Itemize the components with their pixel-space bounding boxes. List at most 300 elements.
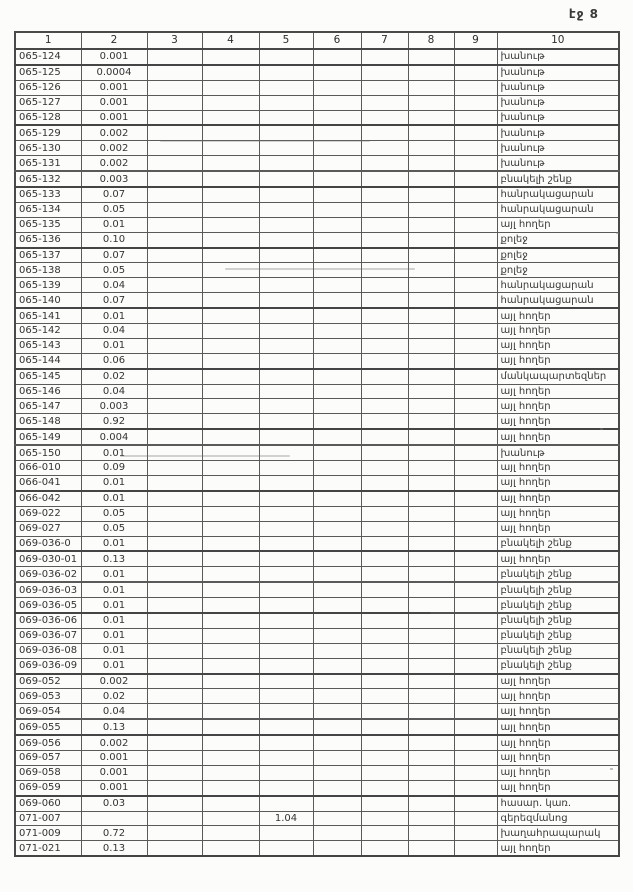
empty-cell <box>313 719 361 735</box>
area-value-cell: 0.002 <box>81 125 147 140</box>
column-header: 2 <box>81 32 147 49</box>
col5-value-cell <box>259 445 313 460</box>
empty-cell <box>408 293 454 308</box>
empty-cell <box>147 735 202 750</box>
empty-cell <box>147 338 202 353</box>
parcel-code-cell: 071-009 <box>15 826 81 841</box>
empty-cell <box>202 735 259 750</box>
empty-cell <box>147 156 202 171</box>
parcel-code-cell: 065-139 <box>15 278 81 293</box>
land-use-cell: հանրակացարան <box>497 202 619 217</box>
parcel-code-cell: 065-126 <box>15 80 81 95</box>
empty-cell <box>408 353 454 368</box>
col5-value-cell <box>259 765 313 780</box>
empty-cell <box>408 202 454 217</box>
empty-cell <box>313 658 361 673</box>
empty-cell <box>313 643 361 658</box>
col5-value-cell <box>259 399 313 414</box>
col5-value-cell <box>259 475 313 490</box>
col5-value-cell <box>259 796 313 811</box>
area-value-cell: 0.10 <box>81 232 147 247</box>
table-row <box>15 765 619 780</box>
empty-cell <box>454 613 497 628</box>
land-use-cell: այլ հողեր <box>497 429 619 445</box>
empty-cell <box>408 187 454 202</box>
empty-cell <box>361 141 408 156</box>
parcel-code-cell: 069-054 <box>15 704 81 719</box>
table-row <box>15 384 619 399</box>
empty-cell <box>454 399 497 414</box>
empty-cell <box>361 582 408 597</box>
empty-cell <box>313 202 361 217</box>
parcel-code-cell: 065-128 <box>15 110 81 125</box>
parcel-code-cell: 065-131 <box>15 156 81 171</box>
column-header: 6 <box>313 32 361 49</box>
col5-value-cell <box>259 248 313 263</box>
land-use-cell: մանկապարտեզներ <box>497 369 619 384</box>
area-value-cell: 0.01 <box>81 628 147 643</box>
empty-cell <box>313 384 361 399</box>
empty-cell <box>202 324 259 339</box>
area-value-cell: 0.02 <box>81 369 147 384</box>
empty-cell <box>202 628 259 643</box>
col5-value-cell <box>259 704 313 719</box>
empty-cell <box>202 202 259 217</box>
table-row <box>15 278 619 293</box>
col5-value-cell <box>259 719 313 735</box>
land-use-cell: այլ հողեր <box>497 461 619 476</box>
area-value-cell: 0.07 <box>81 248 147 263</box>
empty-cell <box>313 278 361 293</box>
area-value-cell: 0.001 <box>81 95 147 110</box>
parcel-code-cell: 069-058 <box>15 765 81 780</box>
empty-cell <box>408 278 454 293</box>
empty-cell <box>361 491 408 506</box>
empty-cell <box>202 293 259 308</box>
parcel-code-cell: 071-007 <box>15 811 81 826</box>
land-use-cell: այլ հողեր <box>497 841 619 856</box>
parcel-code-cell: 065-144 <box>15 353 81 368</box>
empty-cell <box>147 674 202 689</box>
parcel-code-cell: 065-143 <box>15 338 81 353</box>
col5-value-cell <box>259 613 313 628</box>
empty-cell <box>454 49 497 65</box>
empty-cell <box>313 475 361 490</box>
empty-cell <box>454 156 497 171</box>
empty-cell <box>454 628 497 643</box>
empty-cell <box>202 643 259 658</box>
empty-cell <box>313 399 361 414</box>
empty-cell <box>147 263 202 278</box>
table-row <box>15 506 619 521</box>
area-value-cell: 0.05 <box>81 263 147 278</box>
parcel-code-cell: 069-030-01 <box>15 551 81 566</box>
land-use-cell: գերեզմանոց <box>497 811 619 826</box>
empty-cell <box>408 338 454 353</box>
empty-cell <box>408 750 454 765</box>
empty-cell <box>408 521 454 536</box>
empty-cell <box>361 232 408 247</box>
empty-cell <box>361 65 408 80</box>
empty-cell <box>361 719 408 735</box>
empty-cell <box>202 95 259 110</box>
empty-cell <box>313 369 361 384</box>
empty-cell <box>202 445 259 460</box>
empty-cell <box>202 704 259 719</box>
empty-cell <box>408 643 454 658</box>
empty-cell <box>454 232 497 247</box>
empty-cell <box>313 461 361 476</box>
parcel-code-cell: 069-057 <box>15 750 81 765</box>
empty-cell <box>202 811 259 826</box>
table-row <box>15 414 619 429</box>
table-body <box>15 49 619 856</box>
scan-artifact <box>610 768 613 770</box>
empty-cell <box>408 429 454 445</box>
parcel-code-cell: 065-150 <box>15 445 81 460</box>
empty-cell <box>202 384 259 399</box>
table-row <box>15 475 619 490</box>
land-use-cell: այլ հողեր <box>497 414 619 429</box>
empty-cell <box>454 598 497 613</box>
land-use-cell: բնակելի շենք <box>497 658 619 673</box>
empty-cell <box>313 689 361 704</box>
area-value-cell: 0.01 <box>81 567 147 582</box>
empty-cell <box>313 110 361 125</box>
empty-cell <box>361 689 408 704</box>
empty-cell <box>454 369 497 384</box>
scan-artifact <box>160 140 370 142</box>
empty-cell <box>408 217 454 232</box>
table-row <box>15 338 619 353</box>
parcel-code-cell: 065-149 <box>15 429 81 445</box>
empty-cell <box>454 95 497 110</box>
empty-cell <box>147 841 202 856</box>
empty-cell <box>454 384 497 399</box>
parcel-code-cell: 069-036-09 <box>15 658 81 673</box>
col5-value-cell <box>259 506 313 521</box>
land-use-cell: խանութ <box>497 125 619 140</box>
land-use-cell: բնակելի շենք <box>497 171 619 187</box>
area-value-cell: 0.003 <box>81 399 147 414</box>
empty-cell <box>361 399 408 414</box>
land-use-cell: բնակելի շենք <box>497 567 619 582</box>
empty-cell <box>147 704 202 719</box>
empty-cell <box>454 704 497 719</box>
land-use-cell: հանրակացարան <box>497 278 619 293</box>
empty-cell <box>454 582 497 597</box>
empty-cell <box>202 536 259 551</box>
area-value-cell: 0.01 <box>81 338 147 353</box>
empty-cell <box>202 308 259 323</box>
area-value-cell: 0.06 <box>81 353 147 368</box>
table-row <box>15 628 619 643</box>
col5-value-cell <box>259 414 313 429</box>
empty-cell <box>202 187 259 202</box>
empty-cell <box>202 598 259 613</box>
empty-cell <box>313 521 361 536</box>
land-use-cell: այլ հողեր <box>497 780 619 795</box>
land-use-cell: այլ հողեր <box>497 506 619 521</box>
column-header: 8 <box>408 32 454 49</box>
area-value-cell: 0.001 <box>81 110 147 125</box>
empty-cell <box>408 232 454 247</box>
empty-cell <box>202 80 259 95</box>
empty-cell <box>408 475 454 490</box>
col5-value-cell <box>259 780 313 795</box>
table-row <box>15 353 619 368</box>
col5-value-cell <box>259 65 313 80</box>
empty-cell <box>361 278 408 293</box>
empty-cell <box>313 429 361 445</box>
land-use-cell: այլ հողեր <box>497 674 619 689</box>
empty-cell <box>202 429 259 445</box>
empty-cell <box>313 491 361 506</box>
empty-cell <box>454 445 497 460</box>
empty-cell <box>408 658 454 673</box>
empty-cell <box>147 95 202 110</box>
col5-value-cell <box>259 353 313 368</box>
empty-cell <box>147 445 202 460</box>
empty-cell <box>408 156 454 171</box>
empty-cell <box>202 141 259 156</box>
empty-cell <box>313 324 361 339</box>
empty-cell <box>147 643 202 658</box>
empty-cell <box>408 369 454 384</box>
area-value-cell: 0.01 <box>81 613 147 628</box>
empty-cell <box>361 338 408 353</box>
empty-cell <box>202 353 259 368</box>
table-row <box>15 826 619 841</box>
empty-cell <box>147 750 202 765</box>
col5-value-cell <box>259 293 313 308</box>
empty-cell <box>313 156 361 171</box>
col5-value-cell <box>259 324 313 339</box>
column-header: 9 <box>454 32 497 49</box>
empty-cell <box>313 263 361 278</box>
empty-cell <box>361 628 408 643</box>
land-use-cell: հանրակացարան <box>497 187 619 202</box>
empty-cell <box>454 248 497 263</box>
table-row <box>15 248 619 263</box>
empty-cell <box>408 765 454 780</box>
col5-value-cell <box>259 80 313 95</box>
column-header: 7 <box>361 32 408 49</box>
parcel-code-cell: 069-036-06 <box>15 613 81 628</box>
empty-cell <box>454 719 497 735</box>
parcel-code-cell: 069-059 <box>15 780 81 795</box>
col5-value-cell <box>259 551 313 566</box>
land-use-cell: խանութ <box>497 141 619 156</box>
empty-cell <box>313 49 361 65</box>
empty-cell <box>361 445 408 460</box>
table-row <box>15 399 619 414</box>
parcel-code-cell: 065-127 <box>15 95 81 110</box>
empty-cell <box>454 263 497 278</box>
empty-cell <box>147 65 202 80</box>
empty-cell <box>147 202 202 217</box>
empty-cell <box>408 445 454 460</box>
land-use-cell: այլ հողեր <box>497 750 619 765</box>
empty-cell <box>202 582 259 597</box>
table-row <box>15 613 619 628</box>
empty-cell <box>454 689 497 704</box>
empty-cell <box>361 171 408 187</box>
empty-cell <box>147 217 202 232</box>
empty-cell <box>202 125 259 140</box>
parcel-code-cell: 069-036-02 <box>15 567 81 582</box>
empty-cell <box>408 780 454 795</box>
empty-cell <box>202 232 259 247</box>
empty-cell <box>408 567 454 582</box>
empty-cell <box>313 248 361 263</box>
empty-cell <box>313 506 361 521</box>
area-value-cell: 0.001 <box>81 80 147 95</box>
area-value-cell: 0.001 <box>81 765 147 780</box>
land-use-cell: խանութ <box>497 110 619 125</box>
table-row <box>15 369 619 384</box>
col5-value-cell <box>259 750 313 765</box>
area-value-cell: 0.002 <box>81 735 147 750</box>
table-header-row <box>15 32 619 49</box>
table-row <box>15 461 619 476</box>
parcel-code-cell: 069-036-0 <box>15 536 81 551</box>
table-row <box>15 551 619 566</box>
land-use-cell: բնակելի շենք <box>497 613 619 628</box>
empty-cell <box>202 674 259 689</box>
empty-cell <box>454 536 497 551</box>
empty-cell <box>361 735 408 750</box>
land-use-cell: այլ հողեր <box>497 491 619 506</box>
parcel-code-cell: 069-036-08 <box>15 643 81 658</box>
area-value-cell: 0.002 <box>81 156 147 171</box>
parcel-code-cell: 065-130 <box>15 141 81 156</box>
col5-value-cell <box>259 338 313 353</box>
land-use-cell: քոլեջ <box>497 263 619 278</box>
land-use-cell: այլ հողեր <box>497 399 619 414</box>
table-row <box>15 719 619 735</box>
col5-value-cell <box>259 156 313 171</box>
empty-cell <box>408 582 454 597</box>
empty-cell <box>361 506 408 521</box>
land-use-cell: խանութ <box>497 95 619 110</box>
parcel-code-cell: 065-132 <box>15 171 81 187</box>
land-use-cell: այլ հողեր <box>497 765 619 780</box>
empty-cell <box>408 689 454 704</box>
table-row <box>15 567 619 582</box>
scan-artifact <box>120 455 290 457</box>
empty-cell <box>147 248 202 263</box>
empty-cell <box>454 643 497 658</box>
parcel-code-cell: 065-136 <box>15 232 81 247</box>
empty-cell <box>361 308 408 323</box>
empty-cell <box>313 582 361 597</box>
empty-cell <box>408 125 454 140</box>
col5-value-cell <box>259 628 313 643</box>
table-row <box>15 811 619 826</box>
area-value-cell: 0.0004 <box>81 65 147 80</box>
empty-cell <box>313 841 361 856</box>
empty-cell <box>202 719 259 735</box>
empty-cell <box>202 217 259 232</box>
area-value-cell: 0.01 <box>81 536 147 551</box>
col5-value-cell <box>259 598 313 613</box>
empty-cell <box>408 796 454 811</box>
area-value-cell: 0.72 <box>81 826 147 841</box>
land-use-cell: խանութ <box>497 156 619 171</box>
table-row <box>15 643 619 658</box>
empty-cell <box>202 841 259 856</box>
empty-cell <box>147 80 202 95</box>
empty-cell <box>147 567 202 582</box>
empty-cell <box>454 171 497 187</box>
empty-cell <box>147 598 202 613</box>
empty-cell <box>202 551 259 566</box>
land-use-cell: այլ հողեր <box>497 217 619 232</box>
empty-cell <box>454 324 497 339</box>
empty-cell <box>147 613 202 628</box>
empty-cell <box>147 232 202 247</box>
empty-cell <box>313 704 361 719</box>
empty-cell <box>313 338 361 353</box>
area-value-cell: 0.04 <box>81 704 147 719</box>
table-row <box>15 110 619 125</box>
empty-cell <box>147 551 202 566</box>
column-header: 1 <box>15 32 81 49</box>
land-use-cell: այլ հողեր <box>497 384 619 399</box>
empty-cell <box>454 780 497 795</box>
empty-cell <box>361 369 408 384</box>
land-use-cell: այլ հողեր <box>497 735 619 750</box>
land-use-cell: խանութ <box>497 445 619 460</box>
empty-cell <box>454 735 497 750</box>
empty-cell <box>408 735 454 750</box>
empty-cell <box>361 704 408 719</box>
empty-cell <box>147 384 202 399</box>
empty-cell <box>202 338 259 353</box>
empty-cell <box>454 841 497 856</box>
land-use-cell: այլ հողեր <box>497 353 619 368</box>
empty-cell <box>147 658 202 673</box>
empty-cell <box>202 49 259 65</box>
col5-value-cell <box>259 369 313 384</box>
empty-cell <box>361 110 408 125</box>
table-row <box>15 536 619 551</box>
empty-cell <box>313 796 361 811</box>
empty-cell <box>454 750 497 765</box>
scan-artifact <box>616 232 619 234</box>
parcel-code-cell: 065-124 <box>15 49 81 65</box>
table-row <box>15 445 619 460</box>
parcel-code-cell: 065-145 <box>15 369 81 384</box>
empty-cell <box>408 719 454 735</box>
parcel-code-cell: 065-146 <box>15 384 81 399</box>
empty-cell <box>202 506 259 521</box>
empty-cell <box>361 643 408 658</box>
parcel-code-cell: 066-042 <box>15 491 81 506</box>
empty-cell <box>454 475 497 490</box>
land-use-cell: բնակելի շենք <box>497 582 619 597</box>
empty-cell <box>408 704 454 719</box>
area-value-cell: 0.03 <box>81 796 147 811</box>
table-row <box>15 521 619 536</box>
empty-cell <box>202 826 259 841</box>
empty-cell <box>313 171 361 187</box>
parcel-code-cell: 069-036-07 <box>15 628 81 643</box>
empty-cell <box>147 765 202 780</box>
empty-cell <box>147 353 202 368</box>
table-row <box>15 491 619 506</box>
